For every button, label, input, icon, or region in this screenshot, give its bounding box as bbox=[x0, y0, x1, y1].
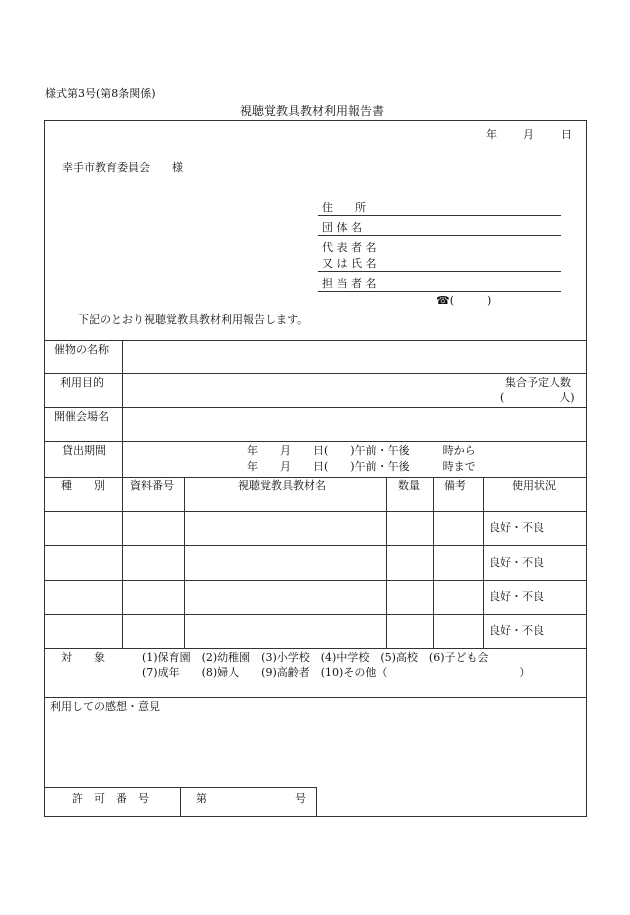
row-divider bbox=[44, 441, 587, 442]
venue-label: 開催会場名 bbox=[54, 410, 109, 423]
col-header-id: 資料番号 bbox=[130, 479, 174, 492]
col-header-type: 種 別 bbox=[61, 479, 105, 492]
column-divider bbox=[122, 340, 123, 648]
expected-count-value[interactable]: ( 人) bbox=[500, 391, 575, 404]
period-to[interactable]: 年 月 日( )午前・午後 時まで bbox=[247, 460, 476, 473]
column-divider bbox=[386, 477, 387, 648]
column-divider bbox=[316, 787, 317, 817]
page-title: 視聴覚教具教材利用報告書 bbox=[240, 104, 385, 118]
column-divider bbox=[184, 477, 185, 648]
event-name-input[interactable] bbox=[123, 341, 586, 373]
target-label: 対 象 bbox=[61, 651, 105, 664]
form-number: 様式第3号(第8条関係) bbox=[45, 87, 156, 100]
address-line[interactable] bbox=[318, 215, 561, 216]
target-options-1[interactable]: (1)保育園 (2)幼稚園 (3)小学校 (4)中学校 (5)高校 (6)子ども会 bbox=[142, 651, 489, 664]
column-divider bbox=[483, 477, 484, 648]
group-line[interactable] bbox=[318, 235, 561, 236]
target-options-2[interactable]: (7)成年 (8)婦人 (9)高齢者 (10)その他（ ） bbox=[142, 666, 531, 679]
col-header-notes: 備考 bbox=[444, 479, 466, 492]
date-month: 月 bbox=[523, 128, 534, 141]
column-divider bbox=[433, 477, 434, 648]
table-row-status[interactable]: 良好・不良 bbox=[489, 590, 544, 603]
addressee: 幸手市教育委員会 様 bbox=[62, 161, 183, 174]
date-day: 日 bbox=[561, 128, 572, 141]
column-divider bbox=[180, 787, 181, 817]
purpose-label: 利用目的 bbox=[60, 376, 104, 389]
row-divider bbox=[44, 477, 587, 478]
date-year: 年 bbox=[486, 128, 497, 141]
table-row-status[interactable]: 良好・不良 bbox=[489, 521, 544, 534]
table-row-status[interactable]: 良好・不良 bbox=[489, 624, 544, 637]
impressions-input[interactable] bbox=[45, 716, 586, 786]
venue-input[interactable] bbox=[123, 408, 586, 441]
expected-count-label: 集合予定人数 bbox=[505, 376, 571, 389]
rep-label-1: 代 表 者 名 bbox=[322, 241, 377, 254]
rep-line[interactable] bbox=[318, 271, 561, 272]
phone-icon: ☎( ) bbox=[436, 294, 492, 307]
row-divider bbox=[44, 511, 587, 512]
period-label: 貸出期間 bbox=[62, 444, 106, 457]
permit-label: 許 可 番 号 bbox=[72, 792, 149, 805]
row-divider bbox=[44, 545, 587, 546]
group-label: 団 体 名 bbox=[322, 221, 362, 234]
row-divider bbox=[44, 373, 587, 374]
row-divider bbox=[44, 648, 587, 649]
rep-label-2: 又 は 氏 名 bbox=[322, 257, 377, 270]
col-header-qty: 数量 bbox=[398, 479, 420, 492]
period-from[interactable]: 年 月 日( )午前・午後 時から bbox=[247, 444, 476, 457]
event-name-label: 催物の名称 bbox=[54, 343, 109, 356]
impressions-label: 利用しての感想・意見 bbox=[50, 700, 160, 713]
row-divider bbox=[44, 614, 587, 615]
person-label: 担 当 者 名 bbox=[322, 277, 377, 290]
address-label: 住 所 bbox=[322, 201, 366, 214]
col-header-status: 使用状況 bbox=[512, 479, 556, 492]
statement: 下記のとおり視聴覚教具教材利用報告します。 bbox=[78, 313, 309, 326]
permit-number[interactable]: 第 号 bbox=[196, 792, 306, 805]
col-header-name: 視聴覚教具教材名 bbox=[238, 479, 326, 492]
person-line[interactable] bbox=[318, 291, 561, 292]
row-divider bbox=[44, 697, 587, 698]
row-divider bbox=[44, 580, 587, 581]
table-row-status[interactable]: 良好・不良 bbox=[489, 556, 544, 569]
